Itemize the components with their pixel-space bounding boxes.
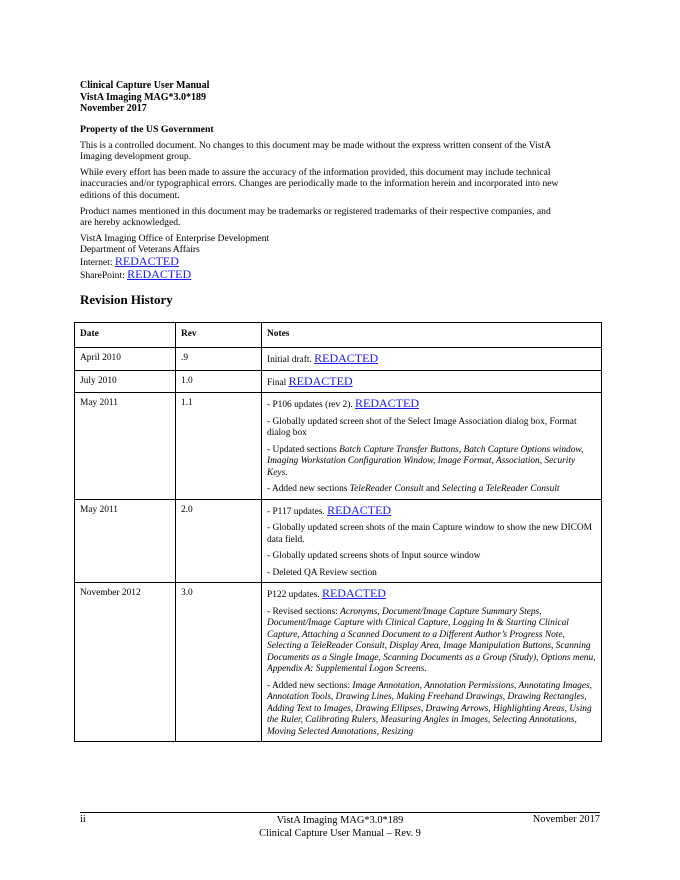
note-prefix: - Added new sections	[267, 484, 350, 494]
revision-history-table	[74, 322, 602, 742]
notice-paragraph-2: While every effort has been made to assure the accuracy of the information provided, this document may include technical inaccuracies and/or typographical errors. Changes are periodically made to the information herein and incorporated into new editions of this document.	[80, 166, 559, 201]
footer-manual: Clinical Capture User Manual – Rev. 9	[259, 828, 421, 839]
notice-paragraph-1: This is a controlled document. No changes to this document may be made without the express written consent of the VistA Imaging development group.	[80, 139, 551, 163]
document-header	[80, 80, 209, 115]
row-rev: 2.0	[176, 499, 262, 583]
note-text: Final	[267, 377, 289, 388]
row-notes	[262, 393, 602, 500]
sharepoint-label: SharePoint:	[80, 269, 128, 281]
header-title: Clinical Capture User Manual	[80, 80, 210, 91]
note-link[interactable]: REDACTED	[288, 373, 353, 388]
note-text: - P117 updates.	[267, 506, 328, 517]
notice-title: Property of the US Government	[80, 124, 214, 135]
note-text: P122 updates.	[267, 590, 322, 600]
note-sections: Image Annotation, Annotation Permissions, Annotating Images, Annotation Tools, Drawing Lines, Making Freehand Drawings, Drawing Rectangles, Adding Text to Images, Drawing Ellipses, Drawing Arrows, Highlighting Areas, Using the Ruler, Calibrating Rulers, Measuring Angles in Images, Selecting Annotations, Moving Selected Annotations, Resizing	[267, 680, 592, 737]
contact-department: Department of Veterans Affairs	[80, 244, 200, 256]
footer-date: November 2017	[532, 814, 600, 825]
footer-product: VistA Imaging MAG*3.0*189	[276, 815, 404, 826]
note-section-name: TeleReader Consult	[349, 484, 424, 494]
row-date: May 2011	[75, 393, 176, 500]
table-row	[75, 499, 602, 583]
row-rev: 1.0	[176, 370, 262, 393]
note-prefix: - Updated sections	[267, 444, 340, 455]
row-notes	[262, 348, 602, 371]
revision-history-heading: Revision History	[80, 292, 173, 307]
footer-divider	[80, 812, 600, 813]
header-date: November 2017	[80, 103, 147, 114]
table-header-row	[75, 323, 602, 348]
note-conjunction: and	[423, 484, 442, 494]
column-header-notes: Notes	[262, 323, 602, 348]
internet-link[interactable]: REDACTED	[114, 253, 179, 268]
note-link[interactable]: REDACTED	[314, 351, 379, 365]
row-notes	[262, 370, 602, 393]
sharepoint-link[interactable]: REDACTED	[127, 266, 192, 281]
row-date: November 2012	[75, 583, 176, 742]
row-date: April 2010	[75, 348, 176, 371]
footer-center	[200, 814, 480, 840]
table-row	[75, 583, 602, 742]
note-prefix: - Added new sections:	[267, 680, 353, 691]
note-text: Initial draft.	[267, 355, 315, 365]
note-sections: Batch Capture Transfer Buttons, Batch Capture Options window, Imaging Workstation Configuration Window, Image Format, Association, Security Keys.	[267, 444, 584, 478]
note-line: - Deleted QA Review section	[267, 567, 377, 578]
table-row	[75, 393, 602, 500]
note-text: - P106 updates (rev 2).	[267, 400, 356, 410]
contact-office: VistA Imaging Office of Enterprise Development	[80, 232, 270, 244]
internet-label: Internet:	[80, 256, 115, 268]
contact-sharepoint	[80, 266, 560, 282]
note-line: - Globally updated screen shot of the Select Image Association dialog box, Format dialog box	[267, 416, 577, 438]
note-link[interactable]: REDACTED	[321, 586, 386, 600]
table-row	[75, 370, 602, 393]
column-header-date: Date	[75, 323, 176, 348]
row-rev: 3.0	[176, 583, 262, 742]
row-notes	[262, 499, 602, 583]
footer-page-number: ii	[80, 814, 86, 825]
note-link[interactable]: REDACTED	[355, 396, 420, 410]
row-rev: 1.1	[176, 393, 262, 500]
note-line: - Globally updated screens shots of Input source window	[267, 551, 481, 561]
column-header-rev: Rev	[176, 323, 262, 348]
row-rev: .9	[176, 348, 262, 371]
note-section-name: Selecting a TeleReader Consult	[441, 484, 560, 494]
row-notes	[262, 583, 602, 742]
table-row	[75, 348, 602, 371]
note-prefix: - Revised sections:	[267, 606, 341, 617]
row-date: May 2011	[75, 499, 176, 583]
note-sections: Acronyms, Document/Image Capture Summary Steps, Document/Image Capture with Clinical Capture, Logging In & Starting Clinical Capture, Attaching a Scanned Document to a Different Author’s Progress Note, Selecting a TeleReader Consult, Display Area, Image Manipulation Buttons, Scanning Documents as a Single Image, Scanning Documents as a Group (Study), Options menu, Appendix A: Supplemental Logon Screens	[267, 606, 596, 674]
note-link[interactable]: REDACTED	[327, 502, 392, 517]
note-line: - Globally updated screen shots of the main Capture window to show the new DICOM data field.	[267, 523, 592, 545]
row-date: July 2010	[75, 370, 176, 393]
note-suffix: .	[424, 664, 427, 674]
header-version: VistA Imaging MAG*3.0*189	[80, 91, 207, 103]
notice-section	[80, 124, 560, 281]
notice-paragraph-3: Product names mentioned in this document may be trademarks or registered trademarks of their respective companies, and are hereby acknowledged.	[80, 205, 551, 229]
